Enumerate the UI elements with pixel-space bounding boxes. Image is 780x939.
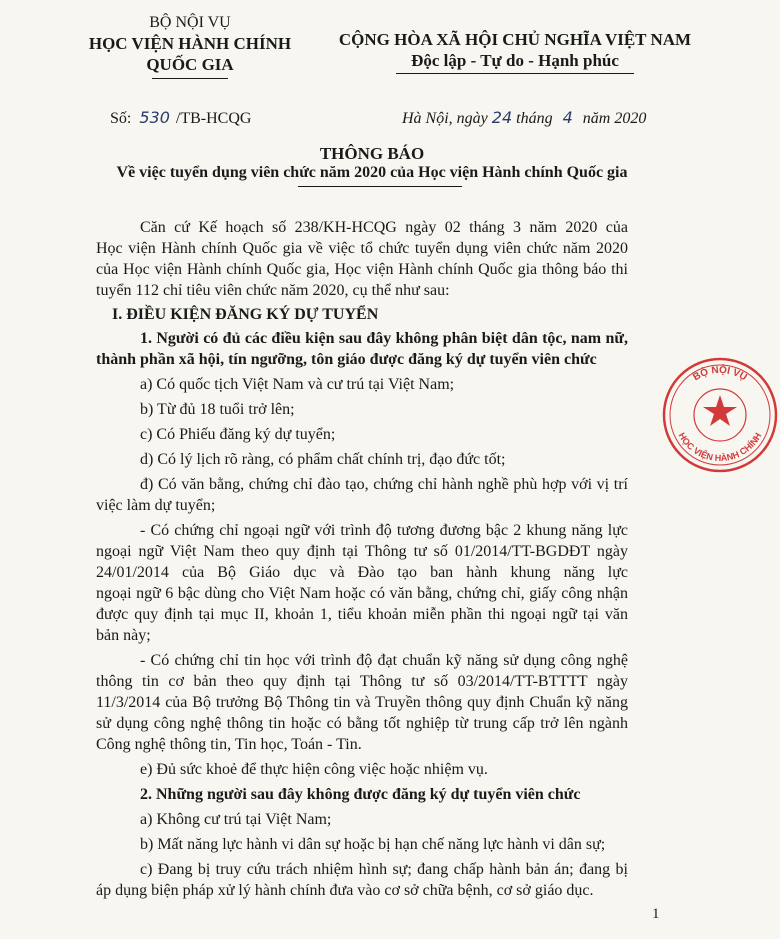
- sub2-item-a: a) Không cư trú tại Việt Nam;: [140, 811, 332, 828]
- star-emblem-icon: [703, 395, 737, 426]
- stamp-bottom-text: HỌC VIỆN HÀNH CHÍNH: [676, 430, 764, 464]
- header-left-underline: [152, 78, 228, 79]
- motto-underline: [396, 73, 634, 74]
- section-1-heading: I. ĐIỀU KIỆN ĐĂNG KÝ DỰ TUYỂN: [112, 306, 379, 323]
- ministry-name: BỘ NỘI VỤ: [149, 14, 231, 31]
- document-subtitle: Về việc tuyển dụng viên chức năm 2020 của Học viện Hành chính Quốc gia: [116, 164, 628, 181]
- item-e: e) Đủ sức khoẻ để thực hiện công việc hoặc nhiệm vụ.: [140, 761, 488, 778]
- language-line-6: bản này;: [96, 627, 151, 644]
- organization-name-line2: QUỐC GIA: [146, 55, 234, 74]
- it-line-3: 11/3/2014 của Bộ trưởng Bộ Thông tin và Truyền thông quy định Chuẩn kỹ năng: [96, 694, 628, 711]
- intro-line-2: Học viện Hành chính Quốc gia về việc tổ chức tuyển dụng viên chức năm 2020: [96, 240, 628, 257]
- organization-name-line1: HỌC VIỆN HÀNH CHÍNH: [88, 34, 292, 53]
- date-year: năm 2020: [582, 110, 647, 127]
- subsection-2-heading: 2. Những người sau đây không được đăng ký dự tuyển viên chức: [140, 786, 581, 803]
- official-seal-stamp: [660, 355, 780, 475]
- item-d: d) Có lý lịch rõ ràng, có phẩm chất chính trị, đạo đức tốt;: [140, 451, 506, 468]
- item-dd-line1: đ) Có văn bằng, chứng chỉ đào tạo, chứng chỉ hành nghề phù hợp với vị trí: [140, 476, 628, 493]
- date-prefix: Hà Nội, ngày: [402, 110, 488, 127]
- item-dd-line2: việc làm dự tuyển;: [96, 497, 216, 514]
- intro-line-4: tuyển 112 chỉ tiêu viên chức năm 2020, cụ thể như sau:: [96, 282, 450, 299]
- item-b: b) Từ đủ 18 tuổi trở lên;: [140, 401, 295, 418]
- page-number: 1: [652, 906, 660, 922]
- date-day-handwritten: 24: [491, 108, 513, 127]
- country-name: CỘNG HÒA XÃ HỘI CHỦ NGHĨA VIỆT NAM: [338, 30, 692, 49]
- subsection-1-line1: 1. Người có đủ các điều kiện sau đây không phân biệt dân tộc, nam nữ,: [140, 330, 628, 347]
- it-line-4: sử dụng công nghệ thông tin hoặc có bằng tốt nghiệp từ trung cấp trở lên ngành: [96, 715, 628, 732]
- document-number: [110, 108, 251, 128]
- sub2-item-c-line2: áp dụng biện pháp xử lý hành chính đưa vào cơ sở chữa bệnh, cơ sở giáo dục.: [96, 882, 594, 899]
- language-line-4: ngoại ngữ 6 bậc dùng cho Việt Nam hoặc có văn bằng, chứng chỉ, giấy công nhận: [96, 585, 628, 602]
- intro-line-3: của Học viện Hành chính Quốc gia, Học viện Hành chính Quốc gia thông báo thi: [96, 261, 628, 278]
- place-date: [402, 108, 646, 128]
- document-title: THÔNG BÁO: [319, 144, 425, 163]
- sub2-item-c-line1: c) Đang bị truy cứu trách nhiệm hình sự; đang chấp hành bản án; đang bị: [140, 861, 628, 878]
- item-a: a) Có quốc tịch Việt Nam và cư trú tại Việt Nam;: [140, 376, 455, 393]
- date-month-label: tháng: [516, 110, 553, 127]
- subsection-1-line2: thành phần xã hội, tín ngưỡng, tôn giáo được đăng ký dự tuyển viên chức: [96, 351, 597, 368]
- item-c: c) Có Phiếu đăng ký dự tuyển;: [140, 426, 336, 443]
- number-prefix: Số:: [110, 110, 132, 127]
- language-line-5: được quy định tại mục II, khoản 1, tiểu khoản miễn phần thi ngoại ngữ tại văn: [96, 606, 628, 623]
- language-line-2: ngoại ngữ Việt Nam theo quy định tại Thông tư số 01/2014/TT-BGDĐT ngày: [96, 543, 628, 560]
- it-line-2: thông tin cơ bản theo quy định tại Thông tư số 03/2014/TT-BTTTT ngày: [96, 673, 628, 690]
- language-line-3: 24/01/2014 của Bộ Giáo dục và Đào tạo ban hành khung năng lực: [96, 564, 628, 581]
- subtitle-underline: [298, 186, 462, 187]
- intro-line-1: Căn cứ Kế hoạch số 238/KH-HCQG ngày 02 tháng 3 năm 2020 của: [140, 219, 628, 236]
- it-line-1: - Có chứng chỉ tin học với trình độ đạt chuẩn kỹ năng sử dụng công nghệ: [140, 652, 628, 669]
- number-suffix: /TB-HCQG: [175, 110, 252, 127]
- language-line-1: - Có chứng chỉ ngoại ngữ với trình độ tương đương bậc 2 khung năng lực: [140, 522, 628, 539]
- date-month-handwritten: 4: [562, 108, 573, 127]
- it-line-5: Công nghệ thông tin, Tin học, Toán - Tin.: [96, 736, 362, 753]
- motto: Độc lập - Tự do - Hạnh phúc: [411, 51, 619, 70]
- number-handwritten: 530: [139, 108, 170, 127]
- sub2-item-b: b) Mất năng lực hành vi dân sự hoặc bị hạn chế năng lực hành vi dân sự;: [140, 836, 606, 853]
- stamp-top-text: BỘ NỘI VỤ: [691, 364, 749, 384]
